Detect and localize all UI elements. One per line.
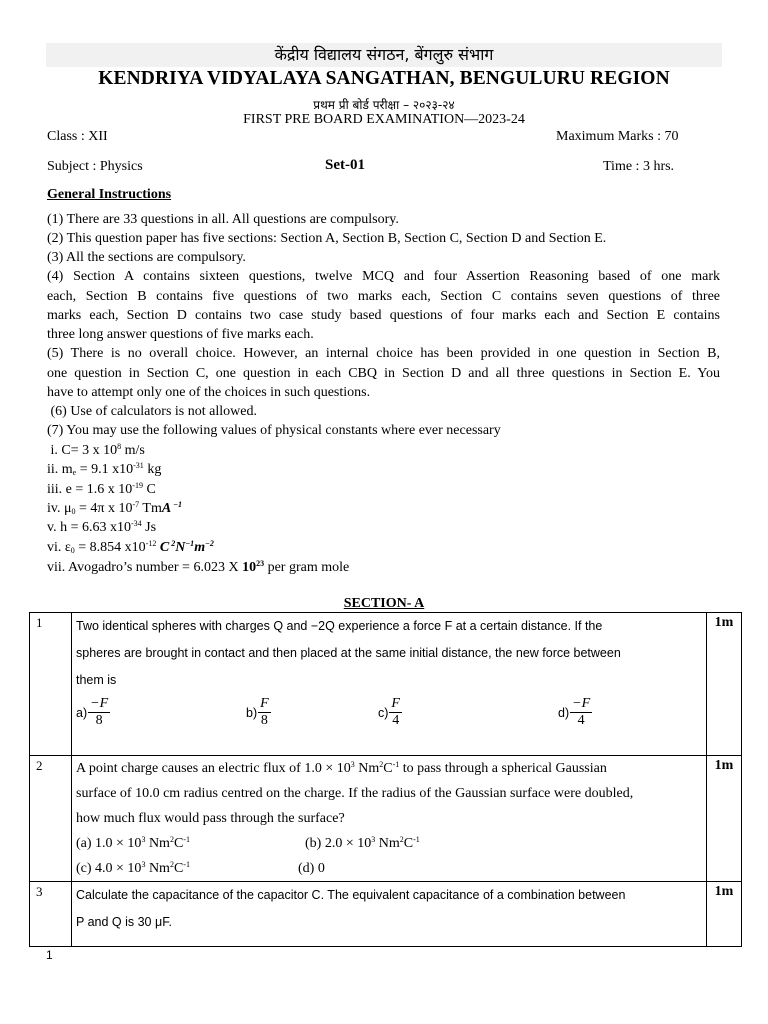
option-c[interactable]: c) $\frac{F}{4}$: [378, 696, 400, 728]
question-text-line: surface of 10.0 cm radius centred on the charge. If the radius of the Gaussian surface were doubled,: [76, 786, 634, 801]
constant-planck: v. h = 6.63 $x10^{-34}$ Js: [47, 519, 157, 535]
question-text-line: A point charge causes an electric flux of $1.0 \times 10^3$ $Nm^2C^{-1}$ to pass through a spherical Gaussian: [76, 760, 607, 776]
question-marks: 1m: [707, 756, 742, 882]
question-options: [72, 694, 706, 742]
max-marks-label: Maximum Marks : 70: [556, 129, 679, 144]
option-b[interactable]: b) $\frac{F}{8}$: [246, 696, 269, 728]
option-a[interactable]: a) $\frac{-F}{8}$: [76, 696, 109, 728]
instruction-line: (5) There is no overall choice. However, an internal choice has been provided in one question in Section B,: [47, 346, 720, 361]
constant-speed-of-light: i. C= 3 x $10^8$ m/s: [47, 442, 145, 458]
question-number: 3: [30, 882, 72, 947]
instruction-line: one question in Section C, one question in each CBQ in Section D and all three questions in Section E. You: [47, 366, 720, 381]
question-body: [72, 756, 707, 882]
instruction-line: three long answer questions of five marks each.: [47, 327, 314, 342]
set-label: Set-01: [325, 157, 365, 173]
question-number: 1: [30, 613, 72, 756]
subject-label: Subject : Physics: [47, 159, 143, 174]
class-label: Class : XII: [47, 129, 108, 144]
instruction-line: marks each, Section D contains two case study based questions of four marks each and Section E contains: [47, 308, 720, 323]
instruction-line: (1) There are 33 questions in all. All questions are compulsory.: [47, 212, 399, 227]
constant-electron-charge: iii. e = 1.6 x $10^{-19}$ C: [47, 481, 156, 497]
instruction-line: (6) Use of calculators is not allowed.: [47, 404, 257, 419]
constant-permeability: iv. $\mu_0 = 4\pi$ x $10^{-7}$ TmA $^{-1}$: [47, 500, 183, 516]
question-text-line: Two identical spheres with charges Q and −2Q experience a force F at a certain distance. If the: [76, 619, 603, 633]
option-c[interactable]: (c) $4.0 \times 10^3$ $Nm^2C^{-1}$: [76, 860, 190, 876]
question-body: [72, 882, 707, 947]
question-text-line: them is: [76, 673, 117, 687]
exam-title: FIRST PRE BOARD EXAMINATION—2023-24: [243, 112, 525, 127]
instruction-line: each, Section B contains five questions of two marks each, Section C contains seven questions of three: [47, 289, 720, 304]
instruction-line: (2) This question paper has five sections: Section A, Section B, Section C, Section D and Section E.: [47, 231, 607, 246]
time-label: Time : 3 hrs.: [603, 159, 675, 174]
constant-permittivity: vi. $\varepsilon_0 = 8.854$ $x10^{-12}$ C $^2N^{-1}m^{-2}$: [47, 539, 214, 555]
instruction-line: (7) You may use the following values of physical constants where ever necessary: [47, 423, 501, 438]
instruction-line: have to attempt only one of the choices in such questions.: [47, 385, 371, 400]
constant-avogadro: vii. Avogadro’s number = 6.023 X $10^{23}$ per gram mole: [47, 559, 350, 575]
option-d[interactable]: d) $\frac{-F}{4}$: [558, 696, 591, 728]
question-body: [72, 613, 707, 756]
question-text-line: P and Q is 30 μF.: [76, 915, 172, 929]
question-marks: 1m: [707, 613, 742, 756]
questions-table: [29, 612, 742, 947]
option-b[interactable]: (b) $2.0 \times 10^3$ $Nm^2C^{-1}$: [305, 835, 420, 851]
hindi-org-header: केंद्रीय विद्यालय संगठन, बेंगलुरु संभाग: [46, 43, 722, 67]
question-row-1: [30, 613, 742, 756]
question-text-line: spheres are brought in contact and then placed at the same initial distance, the new force between: [76, 646, 621, 660]
hindi-exam-title: प्रथम प्री बोर्ड परीक्षा – २०२३-२४: [313, 98, 455, 112]
instruction-line: (3) All the sections are compulsory.: [47, 250, 246, 265]
question-number: 2: [30, 756, 72, 882]
question-marks: 1m: [707, 882, 742, 947]
page-number: 1: [46, 948, 53, 962]
section-a-heading: SECTION- A: [343, 596, 425, 611]
constant-electron-mass: ii. $m_e = 9.1$ $x10^{-31}$ kg: [47, 461, 162, 477]
question-text-line: Calculate the capacitance of the capacitor C. The equivalent capacitance of a combination between: [76, 888, 626, 902]
question-row-3: [30, 882, 742, 947]
instructions-heading: General Instructions: [47, 187, 172, 202]
option-a[interactable]: (a) $1.0 \times 10^3$ $Nm^2C^{-1}$: [76, 835, 190, 851]
instruction-line: (4) Section A contains sixteen questions, twelve MCQ and four Assertion Reasoning based of one mark: [47, 269, 720, 284]
document-title: KENDRIYA VIDYALAYA SANGATHAN, BENGULURU REGION: [98, 68, 670, 89]
question-row-2: [30, 756, 742, 882]
option-d[interactable]: (d) 0: [298, 861, 325, 876]
question-text-line: how much flux would pass through the surface?: [76, 811, 345, 826]
